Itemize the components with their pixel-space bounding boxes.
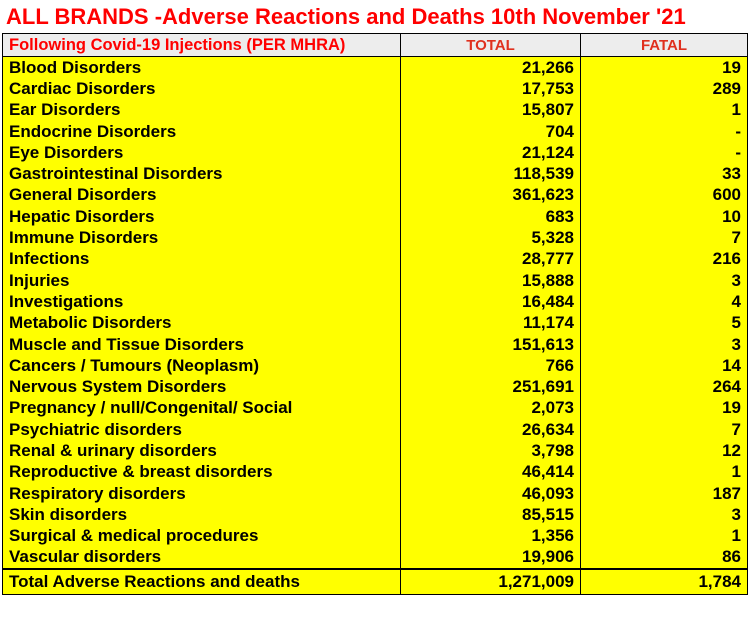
row-total: 11,174 bbox=[401, 313, 581, 334]
row-total: 251,691 bbox=[401, 376, 581, 397]
row-label: Metabolic Disorders bbox=[3, 313, 401, 334]
table-row bbox=[3, 398, 748, 419]
row-fatal: 19 bbox=[581, 57, 748, 79]
row-fatal: 1 bbox=[581, 462, 748, 483]
row-label: Reproductive & breast disorders bbox=[3, 462, 401, 483]
row-total: 704 bbox=[401, 121, 581, 142]
row-total: 2,073 bbox=[401, 398, 581, 419]
row-fatal: 86 bbox=[581, 547, 748, 569]
table-row bbox=[3, 440, 748, 461]
row-fatal: 1 bbox=[581, 526, 748, 547]
row-label: Pregnancy / null/Congenital/ Social bbox=[3, 398, 401, 419]
table-row bbox=[3, 185, 748, 206]
row-label: Immune Disorders bbox=[3, 227, 401, 248]
row-label: Respiratory disorders bbox=[3, 483, 401, 504]
row-total: 19,906 bbox=[401, 547, 581, 569]
row-fatal: 289 bbox=[581, 78, 748, 99]
total-row bbox=[3, 569, 748, 595]
table-row bbox=[3, 270, 748, 291]
table-row bbox=[3, 206, 748, 227]
row-fatal: - bbox=[581, 121, 748, 142]
table-row bbox=[3, 249, 748, 270]
total-label: Total Adverse Reactions and deaths bbox=[3, 569, 401, 595]
row-fatal: 14 bbox=[581, 355, 748, 376]
row-fatal: 216 bbox=[581, 249, 748, 270]
row-fatal: 3 bbox=[581, 270, 748, 291]
row-fatal: 4 bbox=[581, 291, 748, 312]
row-label: Cancers / Tumours (Neoplasm) bbox=[3, 355, 401, 376]
table-row bbox=[3, 526, 748, 547]
row-label: General Disorders bbox=[3, 185, 401, 206]
header-total: TOTAL bbox=[401, 34, 581, 57]
header-fatal: FATAL bbox=[581, 34, 748, 57]
row-fatal: 3 bbox=[581, 504, 748, 525]
row-label: Eye Disorders bbox=[3, 142, 401, 163]
row-fatal: 3 bbox=[581, 334, 748, 355]
table-row bbox=[3, 355, 748, 376]
row-total: 17,753 bbox=[401, 78, 581, 99]
row-fatal: 264 bbox=[581, 376, 748, 397]
row-total: 766 bbox=[401, 355, 581, 376]
table-row bbox=[3, 78, 748, 99]
table-row bbox=[3, 227, 748, 248]
table-row bbox=[3, 419, 748, 440]
table-row bbox=[3, 291, 748, 312]
row-fatal: 33 bbox=[581, 163, 748, 184]
table-header-row bbox=[3, 34, 748, 57]
row-label: Surgical & medical procedures bbox=[3, 526, 401, 547]
table-row bbox=[3, 121, 748, 142]
row-total: 3,798 bbox=[401, 440, 581, 461]
table-row bbox=[3, 142, 748, 163]
row-total: 26,634 bbox=[401, 419, 581, 440]
row-total: 15,807 bbox=[401, 100, 581, 121]
row-label: Injuries bbox=[3, 270, 401, 291]
table-row bbox=[3, 334, 748, 355]
table-body bbox=[3, 57, 748, 570]
table-row bbox=[3, 313, 748, 334]
total-fatal: 1,784 bbox=[581, 569, 748, 595]
row-label: Psychiatric disorders bbox=[3, 419, 401, 440]
row-fatal: 600 bbox=[581, 185, 748, 206]
table-row bbox=[3, 483, 748, 504]
row-label: Muscle and Tissue Disorders bbox=[3, 334, 401, 355]
row-total: 21,124 bbox=[401, 142, 581, 163]
row-fatal: 5 bbox=[581, 313, 748, 334]
row-total: 118,539 bbox=[401, 163, 581, 184]
table-row bbox=[3, 462, 748, 483]
row-fatal: 19 bbox=[581, 398, 748, 419]
row-label: Nervous System Disorders bbox=[3, 376, 401, 397]
row-label: Renal & urinary disorders bbox=[3, 440, 401, 461]
row-total: 46,093 bbox=[401, 483, 581, 504]
row-fatal: - bbox=[581, 142, 748, 163]
row-label: Vascular disorders bbox=[3, 547, 401, 569]
table-row bbox=[3, 100, 748, 121]
row-label: Infections bbox=[3, 249, 401, 270]
row-total: 16,484 bbox=[401, 291, 581, 312]
table-row bbox=[3, 57, 748, 79]
row-total: 1,356 bbox=[401, 526, 581, 547]
total-value: 1,271,009 bbox=[401, 569, 581, 595]
row-label: Hepatic Disorders bbox=[3, 206, 401, 227]
row-fatal: 10 bbox=[581, 206, 748, 227]
header-label: Following Covid-19 Injections (PER MHRA) bbox=[3, 34, 401, 57]
row-label: Gastrointestinal Disorders bbox=[3, 163, 401, 184]
row-total: 361,623 bbox=[401, 185, 581, 206]
table-row bbox=[3, 163, 748, 184]
row-label: Investigations bbox=[3, 291, 401, 312]
row-label: Endocrine Disorders bbox=[3, 121, 401, 142]
table-row bbox=[3, 376, 748, 397]
row-total: 46,414 bbox=[401, 462, 581, 483]
adverse-reactions-table bbox=[2, 33, 748, 595]
row-label: Ear Disorders bbox=[3, 100, 401, 121]
row-total: 15,888 bbox=[401, 270, 581, 291]
row-label: Blood Disorders bbox=[3, 57, 401, 79]
row-fatal: 12 bbox=[581, 440, 748, 461]
row-label: Skin disorders bbox=[3, 504, 401, 525]
row-total: 5,328 bbox=[401, 227, 581, 248]
page-title: ALL BRANDS -Adverse Reactions and Deaths 10th November '21 bbox=[6, 4, 686, 29]
row-fatal: 7 bbox=[581, 227, 748, 248]
row-total: 683 bbox=[401, 206, 581, 227]
row-fatal: 1 bbox=[581, 100, 748, 121]
row-total: 28,777 bbox=[401, 249, 581, 270]
table-row bbox=[3, 504, 748, 525]
row-total: 151,613 bbox=[401, 334, 581, 355]
row-fatal: 7 bbox=[581, 419, 748, 440]
row-label: Cardiac Disorders bbox=[3, 78, 401, 99]
row-total: 21,266 bbox=[401, 57, 581, 79]
table-row bbox=[3, 547, 748, 569]
row-fatal: 187 bbox=[581, 483, 748, 504]
row-total: 85,515 bbox=[401, 504, 581, 525]
